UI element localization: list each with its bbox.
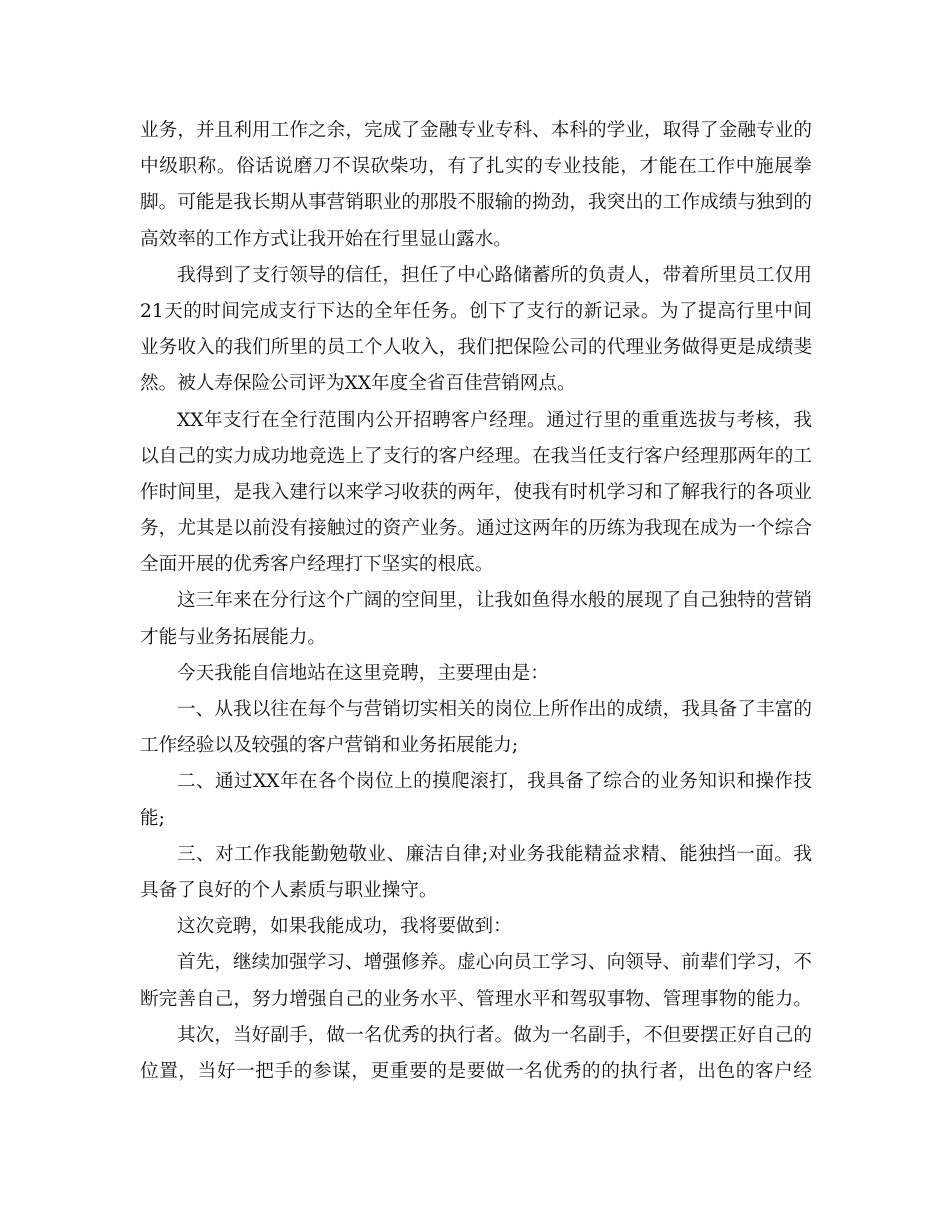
text-line: 业务收入的我们所里的员工个人收入，我们把保险公司的代理业务做得更是成绩斐 <box>140 337 812 359</box>
paragraph-first-line: 二、通过XX年在各个岗位上的摸爬滚打，我具备了综合的业务知识和操作技 <box>177 771 812 793</box>
text-line: 全面开展的优秀客户经理打下坚实的根底。 <box>140 554 494 576</box>
paragraph-first-line: 我得到了支行领导的信任，担任了中心路储蓄所的负责人，带着所里员工仅用 <box>177 264 812 286</box>
paragraph-first-line: 一、从我以往在每个与营销切实相关的岗位上所作出的成绩，我具备了丰富的 <box>177 699 812 720</box>
paragraph-first-line: 这三年来在分行这个广阔的空间里，让我如鱼得水般的展现了自己独特的营销 <box>177 590 812 612</box>
text-line: 高效率的工作方式让我开始在行里显山露水。 <box>140 228 512 250</box>
paragraph-first-line: XX年支行在全行范围内公开招聘客户经理。通过行里的重重选拔与考核，我 <box>177 409 812 431</box>
text-line: 才能与业务拓展能力。 <box>140 626 326 648</box>
paragraph-first-line: 首先，继续加强学习、增强修养。虚心向员工学习、向领导、前辈们学习，不 <box>177 952 812 974</box>
text-line: 能; <box>140 807 165 829</box>
text-line: 位置，当好一把手的参谋，更重要的是要做一名优秀的的执行者，出色的客户经 <box>140 1060 812 1082</box>
text-line: 中级职称。俗话说磨刀不误砍柴功，有了扎实的专业技能，才能在工作中施展拳 <box>140 156 812 178</box>
text-line: 务，尤其是以前没有接触过的资产业务。通过这两年的历练为我现在成为一个综合 <box>140 518 812 540</box>
document-body <box>140 113 812 1090</box>
paragraph-first-line: 其次，当好副手，做一名优秀的执行者。做为一名副手，不但要摆正好自己的 <box>177 1024 812 1046</box>
text-line: 具备了良好的个人素质与职业操守。 <box>140 879 438 901</box>
text-line: 断完善自己，努力增强自己的业务水平、管理水平和驾驭事物、管理事物的能力。 <box>140 988 812 1010</box>
text-line: 工作经验以及较强的客户营销和业务拓展能力; <box>140 735 519 757</box>
text-line: 脚。可能是我长期从事营销职业的那股不服输的拗劲，我突出的工作成绩与独到的 <box>140 192 812 214</box>
text-line: 21天的时间完成支行下达的全年任务。创下了支行的新记录。为了提高行里中间 <box>140 300 812 322</box>
paragraph-first-line: 三、对工作我能勤勉敬业、廉洁自律;对业务我能精益求精、能独挡一面。我 <box>177 843 812 865</box>
text-line: 业务，并且利用工作之余，完成了金融专业专科、本科的学业，取得了金融专业的 <box>140 120 812 141</box>
text-line: 然。被人寿保险公司评为XX年度全省百佳营销网点。 <box>140 373 576 395</box>
text-line: 以自己的实力成功地竞选上了支行的客户经理。在我当任支行客户经理那两年的工 <box>140 445 812 467</box>
paragraph-first-line: 这次竞聘，如果我能成功，我将要做到： <box>177 916 512 938</box>
text-line: 作时间里，是我入建行以来学习收获的两年，使我有时机学习和了解我行的各项业 <box>140 481 812 503</box>
paragraph-first-line: 今天我能自信地站在这里竞聘，主要理由是： <box>177 662 549 684</box>
